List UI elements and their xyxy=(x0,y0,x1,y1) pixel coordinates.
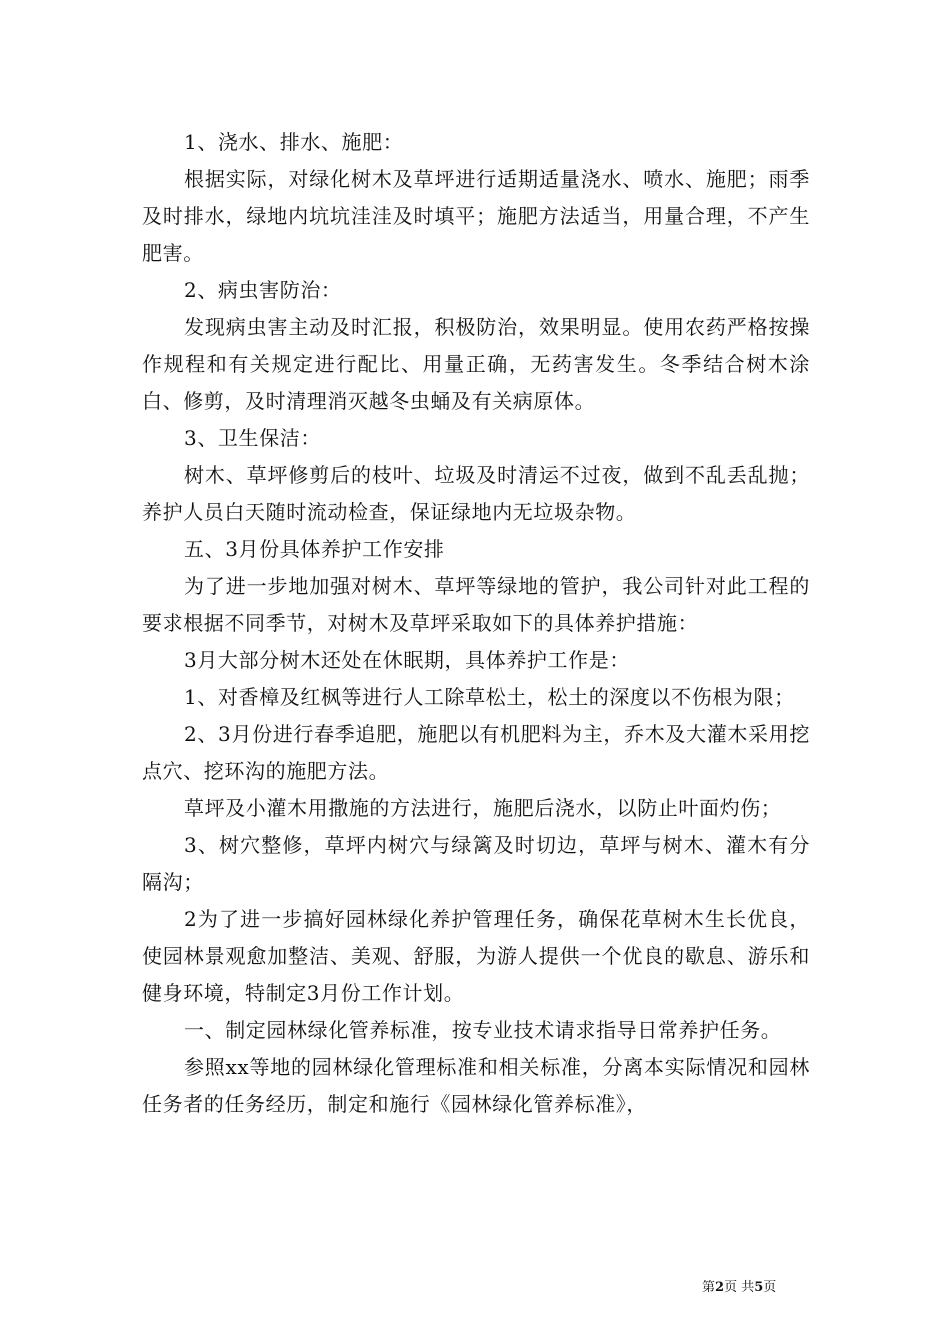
paragraph: 为了进一步地加强对树木、草坪等绿地的管护，我公司针对此工程的要求根据不同季节，对树木及草坪采取如下的具体养护措施： xyxy=(142,574,810,635)
paragraph: 参照xx等地的园林绿化管理标准和相关标准，分离本实际情况和园林任务者的任务经历，制定和施行《园林绿化管养标准》， xyxy=(142,1055,810,1116)
paragraph: 3、树穴整修，草坪内树穴与绿篱及时切边，草坪与树木、灌木有分隔沟； xyxy=(142,833,810,894)
footer-suffix: 页 xyxy=(763,1280,777,1295)
paragraph: 发现病虫害主动及时汇报，积极防治，效果明显。使用农药严格按操作规程和有关规定进行配比、用量正确，无药害发生。冬季结合树木涂白、修剪，及时清理消灭越冬虫蛹及有关病原体。 xyxy=(142,315,810,413)
paragraph: 根据实际，对绿化树木及草坪进行适期适量浇水、喷水、施肥；雨季及时排水，绿地内坑坑洼洼及时填平；施肥方法适当，用量合理，不产生肥害。 xyxy=(142,167,810,265)
paragraph: 3月大部分树木还处在休眠期，具体养护工作是： xyxy=(184,648,630,672)
paragraph: 2、病虫害防治： xyxy=(184,278,342,302)
paragraph: 2、3月份进行春季追肥，施肥以有机肥料为主，乔木及大灌木采用挖点穴、挖环沟的施肥方法。 xyxy=(142,722,810,783)
paragraph: 树木、草坪修剪后的枝叶、垃圾及时清运不过夜，做到不乱丢乱抛；养护人员白天随时流动检查，保证绿地内无垃圾杂物。 xyxy=(142,463,810,524)
paragraph: 3、卫生保洁： xyxy=(184,426,321,450)
footer-prefix: 第 xyxy=(702,1280,716,1295)
paragraph: 1、浇水、排水、施肥： xyxy=(184,130,404,154)
section-heading: 一、制定园林绿化管养标准，按专业技术请求指导日常养护任务。 xyxy=(184,1018,782,1042)
paragraph: 2为了进一步搞好园林绿化养护管理任务，确保花草树木生长优良，使园林景观愈加整洁、美观、舒服，为游人提供一个优良的歇息、游乐和健身环境，特制定3月份工作计划。 xyxy=(142,907,810,1005)
paragraph: 1、对香樟及红枫等进行人工除草松土，松土的深度以不伤根为限； xyxy=(184,685,795,709)
footer-middle: 页 共 xyxy=(724,1280,755,1295)
section-heading: 五、3月份具体养护工作安排 xyxy=(184,537,445,561)
total-pages-number: 5 xyxy=(754,1280,764,1295)
page-footer xyxy=(702,1276,776,1295)
current-page-number: 2 xyxy=(715,1280,725,1295)
paragraph: 草坪及小灌木用撒施的方法进行，施肥后浇水，以防止叶面灼伤； xyxy=(184,796,782,820)
body-text xyxy=(142,124,810,1123)
